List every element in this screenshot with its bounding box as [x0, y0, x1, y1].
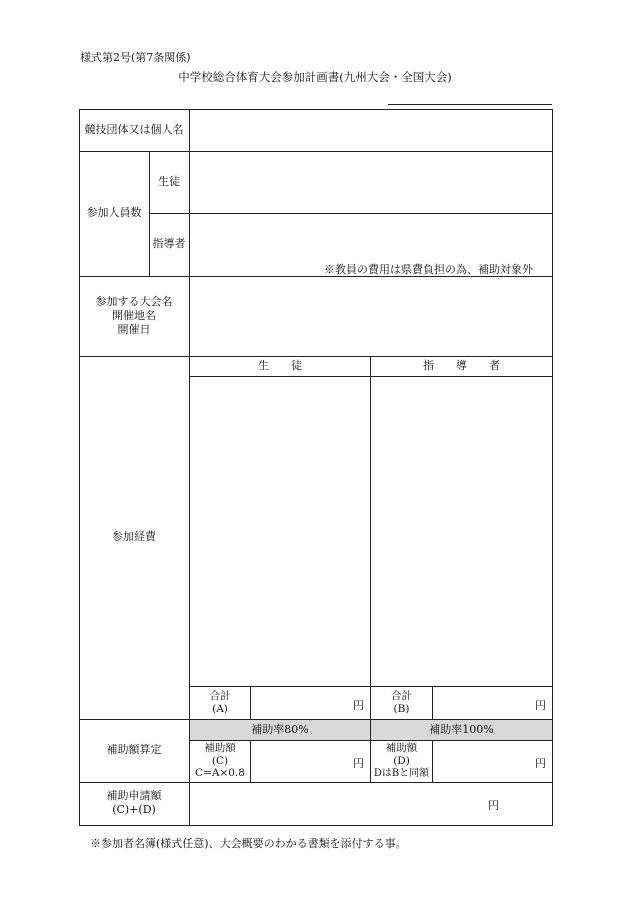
- application-amount-yen: 円: [488, 799, 499, 812]
- subsidy-d-label: [371, 740, 432, 782]
- subsidy-d-code: (D): [393, 755, 410, 767]
- total-a-yen: 円: [353, 699, 364, 712]
- participants-label: 参加人員数: [86, 206, 142, 220]
- cost-coaches-header: 指 導 者: [423, 358, 500, 372]
- subsidy-c-divider: [250, 740, 251, 782]
- cost-coaches-detail-cell[interactable]: [371, 377, 552, 686]
- total-a-label: [190, 686, 250, 719]
- name-signature-line: [388, 104, 552, 105]
- coaches-count-cell[interactable]: [190, 214, 551, 259]
- rate-100-label: 補助率100%: [429, 722, 494, 736]
- attachment-note: ※参加者名簿(様式任意)、大会概要のわかる書類を添付する事。: [90, 837, 407, 850]
- coach-cost-note: ※教員の費用は県費負担の為、補助対象外: [324, 263, 533, 276]
- coaches-label: 指導者: [152, 237, 186, 251]
- subsidy-c-yen: 円: [353, 757, 364, 770]
- subsidy-d-divider: [432, 740, 433, 782]
- students-count-cell[interactable]: [190, 152, 551, 213]
- subsidy-c-code: (C): [211, 754, 229, 767]
- cost-label: 参加経費: [112, 530, 156, 544]
- total-a-code: (A): [212, 702, 228, 715]
- total-b-text: 合計: [391, 689, 412, 702]
- total-b-code: (B): [393, 702, 410, 715]
- team-name-label: 競技団体又は個人名: [84, 122, 184, 136]
- team-name-input-cell[interactable]: [190, 110, 551, 151]
- subsidy-d-text: 補助額: [385, 742, 418, 755]
- total-a-divider: [250, 686, 251, 719]
- cost-students-detail-cell[interactable]: [190, 377, 370, 686]
- document-title: 中学校総合体育大会参加計画書(九州大会・全国大会): [178, 70, 452, 84]
- event-info-input-cell[interactable]: [190, 277, 551, 356]
- subsidy-calc-label: 補助額算定: [106, 743, 162, 757]
- event-info-label: [79, 276, 189, 356]
- subsidy-c-formula: C=A×0.8: [195, 767, 245, 780]
- event-date-label: 開催日: [117, 323, 151, 337]
- total-b-divider: [432, 686, 433, 719]
- cost-students-header: 生 徒: [258, 358, 302, 372]
- application-amount-label: [79, 782, 189, 824]
- subsidy-c-label: [190, 740, 250, 782]
- total-b-label: [371, 686, 432, 719]
- event-venue-label: 開催地名: [112, 308, 156, 322]
- event-name-label: 参加する大会名: [95, 294, 173, 308]
- application-amount-formula: (C)+(D): [112, 803, 156, 816]
- application-amount-text: 補助申請額: [106, 788, 162, 802]
- subsidy-d-yen: 円: [535, 757, 546, 770]
- subsidy-d-formula: DはBと同額: [373, 767, 430, 779]
- total-b-yen: 円: [535, 699, 546, 712]
- students-label: 生徒: [158, 174, 180, 188]
- total-a-text: 合計: [209, 689, 231, 702]
- form-number: 様式第2号(第7条関係): [80, 51, 191, 64]
- rate-80-label: 補助率80%: [251, 722, 309, 736]
- subsidy-c-text: 補助額: [204, 742, 236, 755]
